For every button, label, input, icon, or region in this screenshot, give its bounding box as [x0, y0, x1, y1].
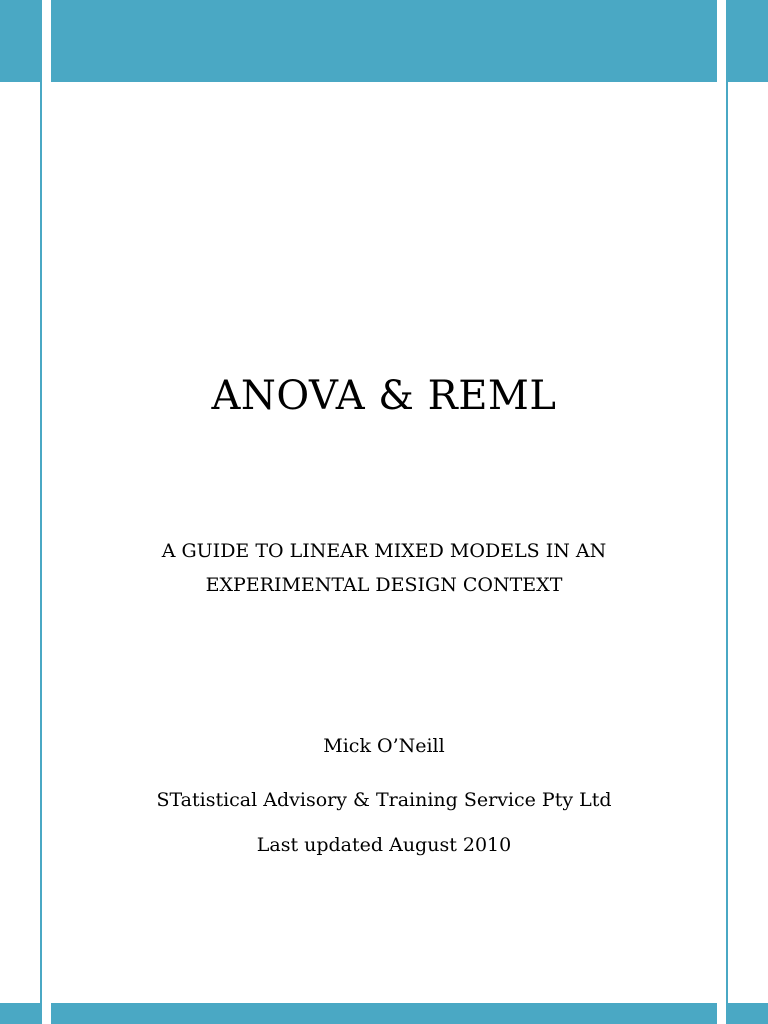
- subtitle-line-2: EXPERIMENTAL DESIGN CONTEXT: [205, 574, 563, 596]
- organization-name: STatistical Advisory & Training Service Pty Ltd: [156, 789, 612, 811]
- bottom-right-footer-band: [726, 1003, 768, 1024]
- top-right-header-band: [726, 0, 768, 82]
- document-subtitle: [0, 534, 768, 602]
- bottom-left-footer-band: [0, 1003, 42, 1024]
- last-updated-text: Last updated August 2010: [256, 834, 512, 856]
- subtitle-line-1: A GUIDE TO LINEAR MIXED MODELS IN AN: [161, 540, 607, 562]
- top-header-band: [51, 0, 717, 82]
- author-name: Mick O’Neill: [323, 735, 445, 757]
- bottom-footer-band: [51, 1003, 717, 1024]
- document-title: ANOVA & REML: [211, 373, 557, 419]
- top-left-header-band: [0, 0, 42, 82]
